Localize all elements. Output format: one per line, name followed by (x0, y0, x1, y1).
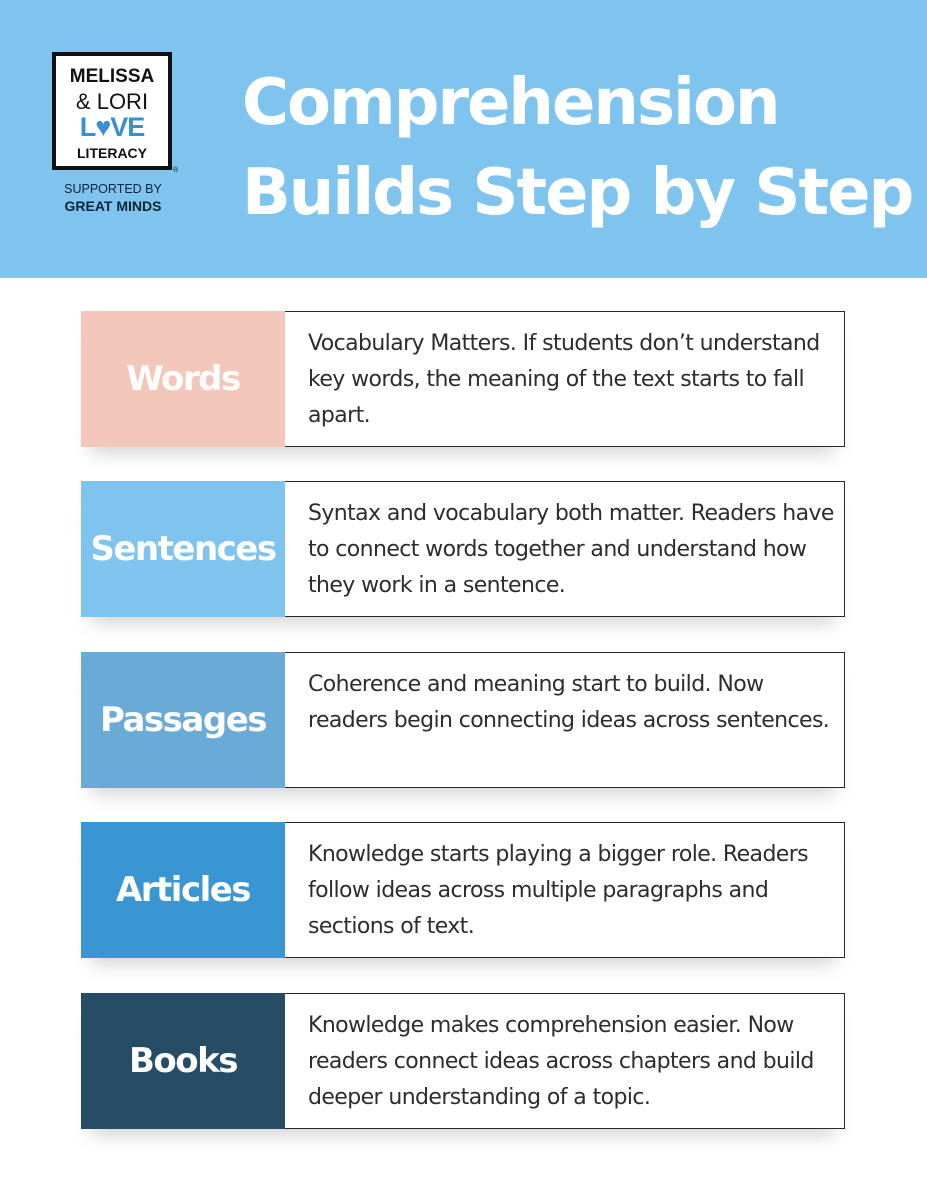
header-banner (0, 0, 927, 278)
step-label-words: Words (81, 311, 285, 447)
step-description-sentences: Syntax and vocabulary both matter. Readers have to connect words together and understand how they work in a sentence. (285, 481, 845, 617)
step-description-passages: Coherence and meaning start to build. Now readers begin connecting ideas across sentences. (285, 652, 845, 788)
melissa-lori-logo (40, 52, 186, 222)
logo-box (52, 52, 172, 170)
logo-line-melissa: MELISSA (69, 66, 155, 87)
registered-mark: ® (173, 167, 179, 174)
logo-great-minds: GREAT MINDS (64, 198, 162, 214)
logo-line-literacy: LITERACY (77, 145, 147, 161)
step-card-articles (81, 822, 845, 958)
page-title-line-1: Comprehension (242, 66, 779, 140)
step-label-articles: Articles (81, 822, 285, 958)
logo-line-love (56, 112, 168, 143)
step-card-books (81, 993, 845, 1129)
logo-love-ve: VE (110, 112, 145, 142)
step-description-words: Vocabulary Matters. If students don’t understand key words, the meaning of the text starts to fall apart. (285, 311, 845, 447)
step-card-sentences (81, 481, 845, 617)
logo-supported-by: SUPPORTED BY (64, 182, 162, 196)
page-title (242, 58, 913, 238)
step-card-passages (81, 652, 845, 788)
step-card-words (81, 311, 845, 447)
step-label-sentences: Sentences (81, 481, 285, 617)
step-label-books: Books (81, 993, 285, 1129)
logo-love-l: L (79, 112, 96, 142)
logo-line-lori: & LORI (75, 89, 149, 114)
heart-icon: ♥ (95, 112, 111, 142)
step-label-passages: Passages (81, 652, 285, 788)
step-description-books: Knowledge makes comprehension easier. Now readers connect ideas across chapters and build deeper understanding of a topic. (285, 993, 845, 1129)
step-description-articles: Knowledge starts playing a bigger role. Readers follow ideas across multiple paragraphs and sections of text. (285, 822, 845, 958)
page-title-line-2: Builds Step by Step (242, 156, 913, 230)
